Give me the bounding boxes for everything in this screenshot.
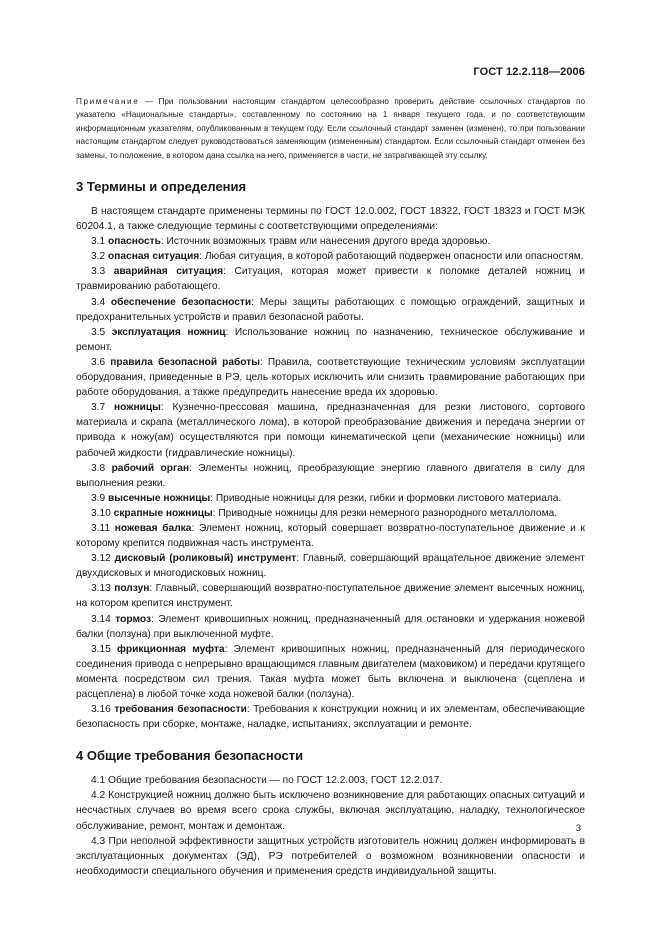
term-number: 3.6 [91,356,106,368]
term-definition [76,400,585,460]
term-definition [76,551,585,581]
term-number: 3.3 [91,266,106,278]
term-number: 3.12 [91,553,111,565]
reference-note [76,95,585,162]
term-name: ползун [114,583,150,595]
term-definition [76,506,585,521]
requirement-text: Общие требования безопасности — по ГОСТ 12.2.003, ГОСТ 12.2.017. [108,775,443,787]
term-definition [76,612,585,642]
requirement-number: 4.2 [91,790,106,802]
term-name: опасная ситуация [108,251,200,263]
term-name: тормоз [115,613,152,625]
term-text: : Меры защиты работающих с помощью ограждений, защитных и предохранительных устройств и правил безопасной работы. [76,296,585,323]
requirement-number: 4.3 [91,835,106,847]
term-definition [76,461,585,491]
requirements-list [76,773,585,879]
term-text: : Кузнечно-прессовая машина, предназначенная для резки листового, сортового материала и скрапа (металлического лома), в которой преобразование движения и передача энергии от привода к ножу(ам) осуществляются при помощи кинематической цепи (механические ножницы) или рабочей жидкости (гидравлические ножницы). [76,402,585,459]
term-name: эксплуатация ножниц [111,326,226,338]
term-text: : Правила, соответствующие техническим условиям эксплуатации оборудования, приведенные в РЭ, цель которых исключить или снизить травмирование работающих при работе оборудования, а также предупредить нанесение вреда их здоровью. [76,356,585,399]
term-name: высечные ножницы [108,492,211,504]
term-text: : Источник возможных травм или нанесения другого вреда здоровью. [160,236,491,248]
section-3-title: 3 Термины и определения [76,179,247,194]
term-number: 3.16 [91,704,111,716]
requirement-item [76,788,585,833]
term-name: скрапные ножницы [113,507,213,519]
term-name: фрикционная муфта [116,643,225,655]
term-number: 3.13 [91,583,111,595]
term-text: : Приводные ножницы для резки, гибки и формовки листового материала. [210,492,562,504]
term-number: 3.7 [91,402,106,414]
term-name: обеспечение безопасности [110,296,252,308]
section-3-intro: В настоящем стандарте применены термины по ГОСТ 12.0.002, ГОСТ 18322, ГОСТ 18323 и ГОСТ МЭК 60204.1, а также следующие термины с соответствующими определениями: [76,206,585,233]
term-text: : Главный, совершающий вращательное движение элемент двухдисковых и многодисковых ножниц. [76,553,585,580]
term-definition [76,249,585,264]
term-name: требования безопасности [114,704,247,716]
requirement-item [76,773,585,788]
term-text: : Ситуация, которая может привести к поломке деталей ножниц и травмированию работающего. [76,266,585,293]
term-number: 3.14 [91,613,111,625]
note-text: — При пользовании настоящим стандартом целесообразно проверить действие ссылочных стандартов по указателю «Национальные стандарты», составленному по состоянию на 1 января текущего года, и по соответствующим информационным указателям, опубликованным в текущем году. Если ссылочный стандарт заменен (изменен), то при пользовании настоящим стандартом следует руководствоваться заменяющим (измененным) стандартом. Если ссылочный стандарт отменен без замены, то положение, в котором дана ссылка на него, применяется в части, не затрагивающей эту ссылку. [76,97,585,160]
term-number: 3.1 [91,236,106,248]
requirement-text: При неполной эффективности защитных устройств изготовитель ножниц должен информировать в эксплуатационных документах (ЭД), РЭ потребителей о возможном возникновении опасности и необходимости специального обучения и применения средств индивидуальной защиты. [76,835,585,877]
terms-list [76,234,585,732]
term-name: опасность [108,236,161,248]
term-text: : Элемент ножниц, который совершает возвратно-поступательное движение и к которому крепится подвижная часть инструмента. [76,522,585,550]
note-label: Примечание [76,97,140,106]
term-number: 3.11 [91,522,111,534]
term-number: 3.2 [91,251,106,263]
page-number: 3 [575,823,581,834]
term-definition [76,295,585,325]
term-definition [76,234,585,249]
term-text: : Приводные ножницы для резки немерного разнородного металлолома. [212,507,558,519]
term-definition [76,355,585,400]
term-text: : Любая ситуация, в которой работающий подвержен опасности или опасностям. [199,251,584,263]
term-name: аварийная ситуация [113,266,224,278]
term-number: 3.4 [91,296,106,308]
term-text: : Элемент кривошипных ножниц, предназначенный для периодического соединения привода с непрерывно вращающимся главным двигателем (маховиком) и передачи крутящего момента посредством сил трения. Такая муфта может быть включена и выключена (сцеплена и расцеплена) в любой точке хода ножевой балки (ползуна). [76,643,585,700]
term-number: 3.8 [91,462,106,474]
term-number: 3.9 [91,492,106,504]
section-4-title: 4 Общие требования безопасности [76,748,304,764]
term-definition [76,702,585,732]
term-name: ножницы [114,402,161,414]
term-definition [76,491,585,506]
term-name: дисковый (роликовый) инструмент [114,553,297,565]
term-text: : Требования к конструкции ножниц и их элементам, обеспечивающие безопасность при сборке, монтаже, наладке, испытаниях, эксплуатации и ремонте. [76,704,585,731]
term-definition [76,642,585,702]
term-text: : Элемент кривошипных ножниц, предназначенный для остановки и удержания ножевой балки (ползуна) при выключенной муфте. [76,613,585,640]
term-definition [76,325,585,355]
requirement-item [76,834,585,879]
term-text: : Использование ножниц по назначению, техническое обслуживание и ремонт. [76,326,585,353]
term-name: рабочий орган [111,462,190,474]
term-name: ножевая балка [114,522,192,534]
requirement-number: 4.1 [91,775,106,787]
term-definition [76,264,585,294]
main-content [76,178,585,879]
term-number: 3.15 [91,643,111,655]
term-definition [76,521,585,551]
requirement-text: Конструкцией ножниц должно быть исключено возникновение для работающих опасных ситуаций и несчастных случаев во время всего срока службы, включая эксплуатацию, наладку, технологическое обслуживание, ремонт, монтаж и демонтаж. [76,790,585,832]
term-number: 3.10 [91,507,111,519]
standard-code-header: ГОСТ 12.2.118—2006 [473,66,585,78]
term-number: 3.5 [91,326,106,338]
term-name: правила безопасной работы [110,356,260,368]
term-text: : Элементы ножниц, преобразующие энергию главного двигателя в силу для выполнения резки. [76,462,585,489]
term-text: : Главный, совершающий возвратно-поступательное движение элемент высечных ножниц, на котором крепится инструмент. [76,583,585,610]
term-definition [76,581,585,611]
